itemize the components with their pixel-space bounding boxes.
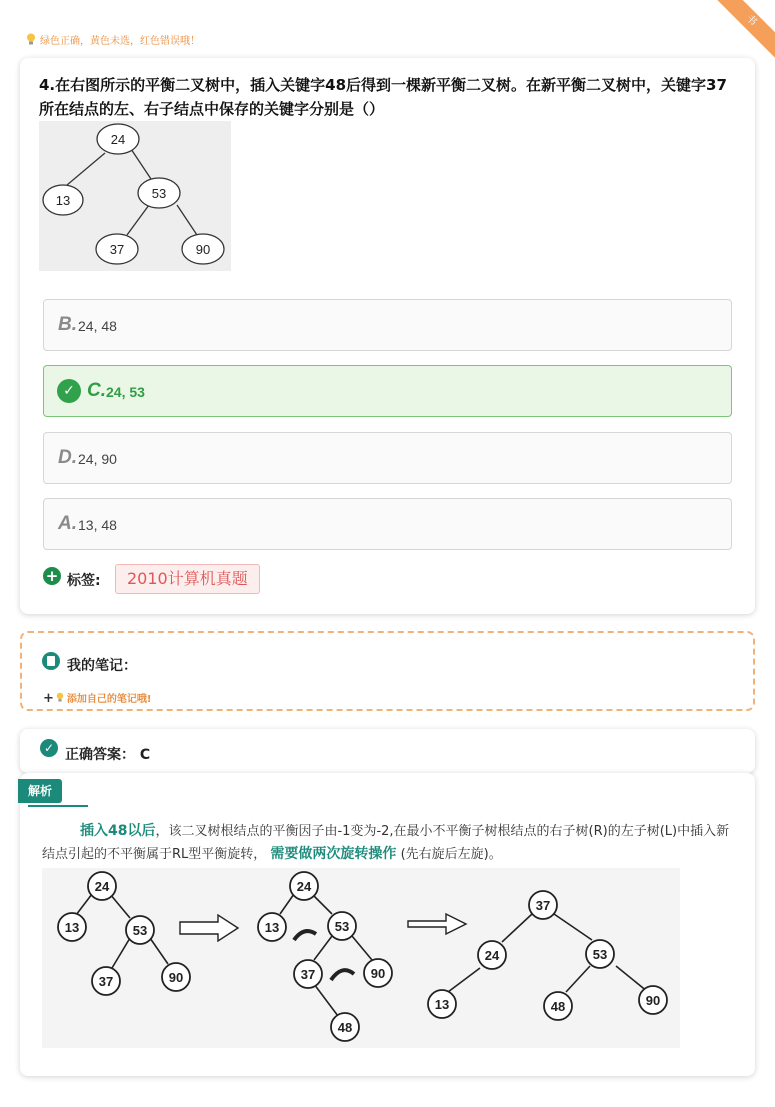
option-value: 13, 48: [78, 517, 117, 533]
explanation-tab: 解析: [18, 779, 62, 803]
s2-node: 53: [334, 919, 350, 934]
corner-ribbon-label: 书: [715, 0, 775, 60]
explanation-text-2: (先右旋后左旋)。: [400, 847, 502, 862]
plus-icon: +: [43, 691, 54, 706]
option-letter: C.: [87, 380, 106, 401]
option-letter: B.: [58, 314, 77, 335]
s1-node: 37: [98, 974, 114, 989]
option-value: 24, 48: [78, 318, 117, 334]
option-a[interactable]: [43, 498, 732, 550]
option-letter: A.: [58, 513, 77, 534]
s2-node: 24: [296, 879, 312, 894]
rotation-figure: [42, 868, 680, 1048]
answer-card: [20, 729, 755, 773]
arrow-right-icon: [180, 915, 238, 941]
explanation-highlight-1: 插入48以后: [80, 823, 156, 839]
tree-node-right-right: 90: [195, 242, 211, 257]
lightbulb-icon: [26, 33, 36, 46]
explanation-card: [20, 773, 755, 1076]
corner-ribbon[interactable]: [715, 0, 775, 60]
question-tree-figure: [39, 121, 231, 271]
note-icon: [42, 652, 60, 670]
option-c-correct[interactable]: [43, 365, 732, 417]
option-letter: D.: [58, 447, 77, 468]
add-tag-icon[interactable]: +: [43, 567, 61, 585]
question-card: [20, 58, 755, 614]
legend-hint-text: 绿色正确，黄色未选，红色错误哦！: [40, 36, 200, 47]
add-note-link[interactable]: [43, 690, 151, 706]
rotate-icon: [294, 931, 316, 940]
s1-node: 90: [168, 970, 184, 985]
option-value: 24, 90: [78, 451, 117, 467]
s1-node: 13: [64, 920, 80, 935]
s3-node: 13: [434, 997, 450, 1012]
check-circle-icon: ✓: [40, 739, 58, 757]
explanation-highlight-2: 需要做两次旋转操作: [270, 846, 397, 862]
s2-node: 90: [370, 966, 386, 981]
s3-node: 90: [645, 993, 661, 1008]
s3-node: 37: [535, 898, 551, 913]
notes-card: [20, 631, 755, 711]
tag-badge[interactable]: 2010计算机真题: [115, 564, 260, 594]
tag-label: 标签:: [67, 573, 101, 589]
option-b[interactable]: [43, 299, 732, 351]
s2-node: 13: [264, 920, 280, 935]
s3-node: 48: [550, 999, 566, 1014]
tree-node-left: 13: [55, 193, 71, 208]
tree-node-right-left: 37: [109, 242, 125, 257]
option-d[interactable]: [43, 432, 732, 484]
s3-node: 53: [592, 947, 608, 962]
arrow-right-icon: [408, 914, 466, 934]
explanation-text-1: ，该二叉树根结点的平衡因子由-1变为-2,在最小不平衡子树根结点的右子树(R)的左子树(L)中插入新结点引起的不平衡属于RL型平衡旋转，: [42, 824, 730, 862]
s2-node: 37: [300, 967, 316, 982]
question-text: 4.在右图所示的平衡二叉树中，插入关键字48后得到一棵新平衡二叉树。在新平衡二叉树中，关键字37所在结点的左、右子结点中保存的关键字分别是（）: [39, 76, 727, 118]
tree-node-root: 24: [110, 132, 126, 147]
explanation-text: [42, 820, 742, 866]
add-note-label: 添加自己的笔记哦!: [66, 694, 152, 705]
notes-title: 我的笔记：: [67, 658, 137, 674]
check-icon: ✓: [57, 379, 81, 403]
s3-node: 24: [484, 948, 500, 963]
explanation-tab-underline: [28, 805, 88, 807]
s2-node: 48: [337, 1020, 353, 1035]
lightbulb-icon: [56, 692, 64, 703]
s1-node: 53: [132, 923, 148, 938]
option-value: 24, 53: [106, 384, 145, 400]
s1-node: 24: [94, 879, 110, 894]
tree-node-right: 53: [151, 186, 167, 201]
legend-hint: [26, 32, 200, 47]
rotate-icon: [331, 970, 354, 980]
correct-answer-text: 正确答案： C: [65, 747, 151, 763]
